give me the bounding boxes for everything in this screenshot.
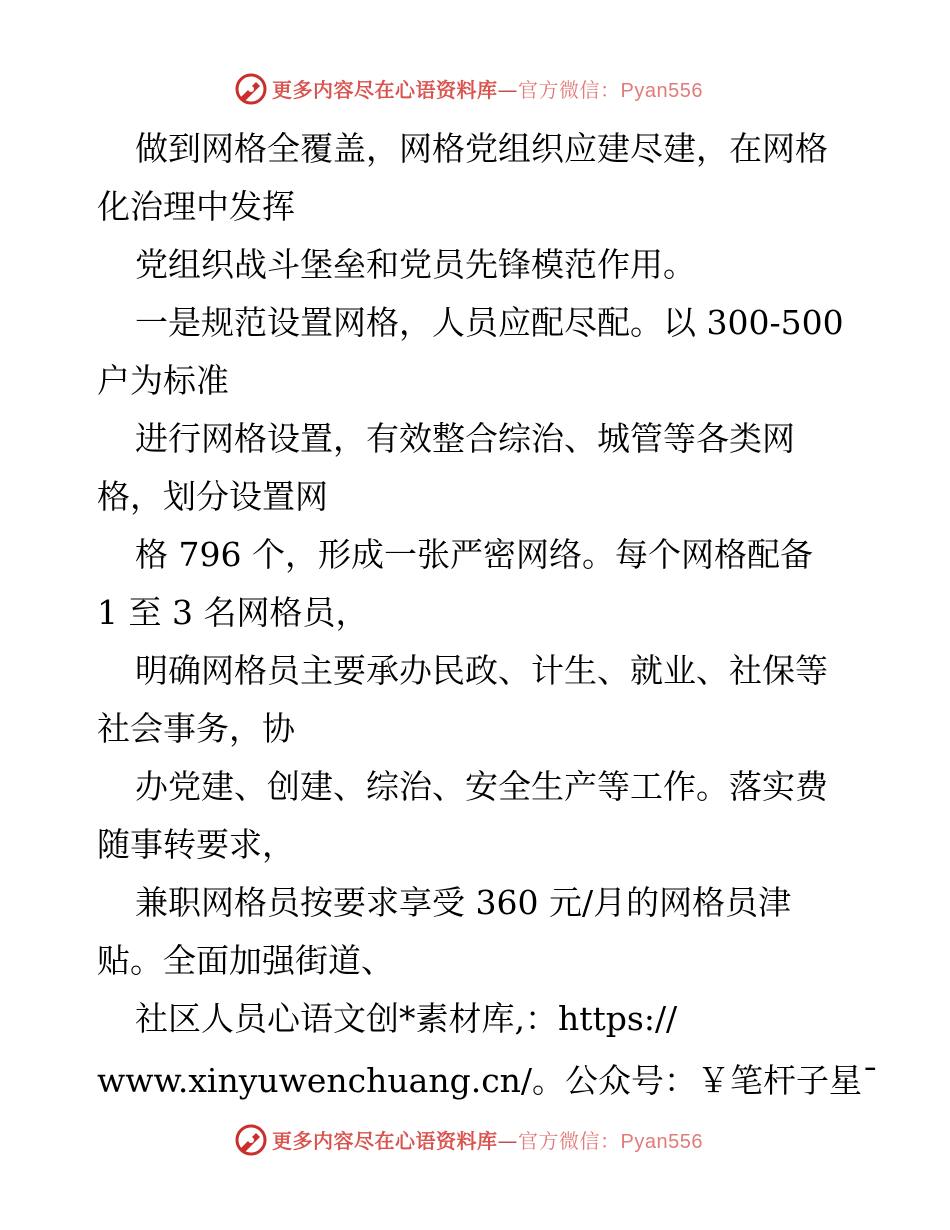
footer-wechat-label: 官方微信：	[518, 1129, 621, 1153]
footer-separator: —	[497, 1129, 518, 1153]
text-line: 社区人员心语文创*素材库,：https://	[135, 999, 678, 1038]
footer-banner-text	[272, 1127, 703, 1156]
text-line: 户为标准	[97, 361, 229, 400]
text-line: www.xinyuwenchuang.cn/。公众号：￥笔杆子星¯	[97, 1061, 879, 1100]
header-banner-text	[272, 76, 703, 105]
text-line: 格 796 个，形成一张严密网络。每个网格配备	[135, 535, 813, 574]
text-line: 社会事务，协	[97, 709, 295, 748]
pen-logo-icon	[234, 1123, 268, 1157]
header-wechat-label: 官方微信：	[518, 78, 621, 102]
text-line: 随事转要求，	[97, 825, 295, 864]
footer-wechat-id: Pyan556	[620, 1131, 703, 1153]
text-line: 兼职网格员按要求享受 360 元/月的网格员津	[135, 883, 792, 922]
text-line: 做到网格全覆盖，网格党组织应建尽建，在网格	[135, 129, 828, 168]
footer-site-text: 更多内容尽在心语资料库	[272, 1129, 498, 1153]
pen-logo-icon	[234, 72, 268, 106]
header-wechat-id: Pyan556	[620, 80, 703, 102]
text-line: 党组织战斗堡垒和党员先锋模范作用。	[135, 245, 696, 284]
footer-banner	[0, 1121, 950, 1161]
text-line: 贴。全面加强街道、	[97, 941, 394, 980]
text-line: 办党建、创建、综治、安全生产等工作。落实费	[135, 767, 828, 806]
header-site-text: 更多内容尽在心语资料库	[272, 78, 498, 102]
text-line: 格，划分设置网	[97, 477, 328, 516]
header-banner	[0, 70, 950, 110]
header-separator: —	[497, 78, 518, 102]
text-line: 1 至 3 名网格员，	[97, 593, 369, 632]
text-line: 进行网格设置，有效整合综治、城管等各类网	[135, 419, 795, 458]
text-line: 一是规范设置网格，人员应配尽配。以 300-500	[135, 303, 844, 342]
text-line: 化治理中发挥	[97, 187, 295, 226]
text-line: 明确网格员主要承办民政、计生、就业、社保等	[135, 651, 828, 690]
